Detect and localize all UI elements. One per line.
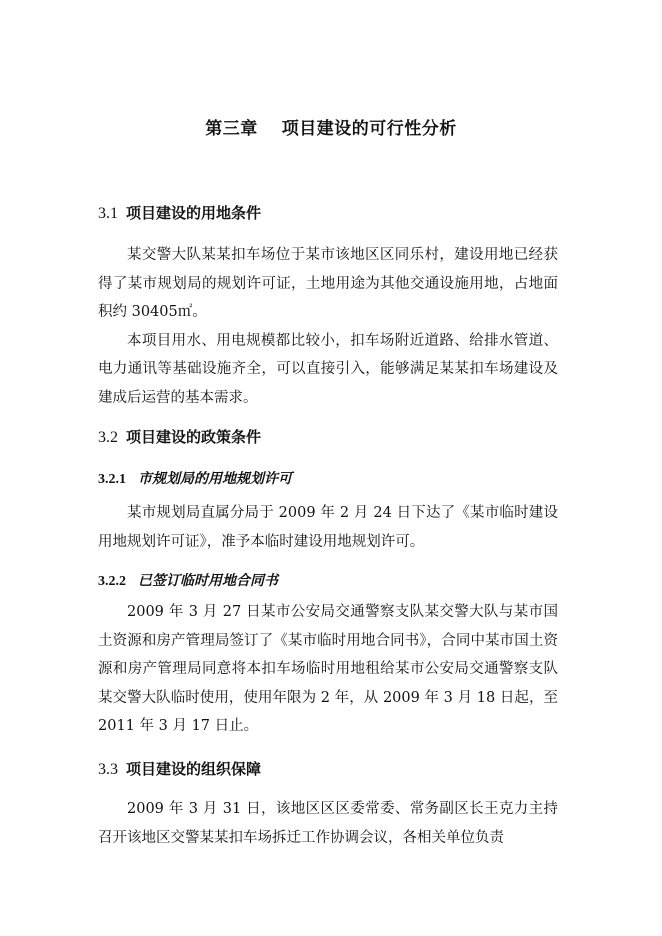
paragraph: 2009 年 3 月 27 日某市公安局交通警察支队某交警大队与某市国土资源和房产管理局签订了《某市临时用地合同书》，合同中某市国土资源和房产管理局同意将本扣车场临时用地租给某市公安局交通警察支队某交警大队临时使用，使用年限为 2 年，从 2009 年 3 月 18 日起，至 2011 年 3 月 17 日止。 bbox=[98, 604, 558, 734]
paragraph: 某市规划局直属分局于 2009 年 2 月 24 日下达了《某市临时建设用地规划许可证》，准予本临时建设用地规划许可。 bbox=[98, 505, 558, 550]
subsection-title: 市规划局的用地规划许可 bbox=[138, 471, 292, 487]
section-3-1-heading bbox=[98, 202, 261, 223]
section-3-3-body bbox=[98, 795, 558, 852]
section-3-2-1-body bbox=[98, 499, 558, 556]
section-3-2-2-body bbox=[98, 598, 558, 741]
subsection-title: 已签订临时用地合同书 bbox=[138, 573, 278, 589]
section-number: 3.3 bbox=[98, 761, 118, 778]
section-title: 项目建设的用地条件 bbox=[126, 204, 262, 222]
paragraph: 某交警大队某某扣车场位于某市该地区区同乐村，建设用地已经获得了某市规划局的规划许可证，土地用途为其他交通设施用地，占地面积约 30405㎡。 bbox=[98, 247, 558, 320]
section-3-2-1-heading bbox=[98, 468, 292, 488]
chapter-number: 第三章 bbox=[205, 119, 258, 139]
section-3-2-2-heading bbox=[98, 570, 278, 590]
paragraph: 本项目用水、用电规模都比较小，扣车场附近道路、给排水管道、电力通讯等基础设施齐全，可以直接引入，能够满足某某扣车场建设及建成后运营的基本需求。 bbox=[98, 332, 558, 406]
subsection-number: 3.2.1 bbox=[98, 472, 126, 487]
section-title: 项目建设的组织保障 bbox=[126, 760, 262, 778]
section-3-1-body bbox=[98, 241, 558, 412]
chapter-title-text: 项目建设的可行性分析 bbox=[281, 119, 457, 139]
section-3-2-heading bbox=[98, 426, 261, 447]
paragraph: 2009 年 3 月 31 日，该地区区区委常委、常务副区长王克力主持召开该地区交警某某扣车场拆迁工作协调会议，各相关单位负责 bbox=[98, 801, 558, 846]
section-title: 项目建设的政策条件 bbox=[126, 428, 262, 446]
section-number: 3.1 bbox=[98, 205, 118, 222]
subsection-number: 3.2.2 bbox=[98, 574, 126, 589]
chapter-title bbox=[0, 114, 662, 139]
section-number: 3.2 bbox=[98, 429, 118, 446]
section-3-3-heading bbox=[98, 758, 261, 779]
